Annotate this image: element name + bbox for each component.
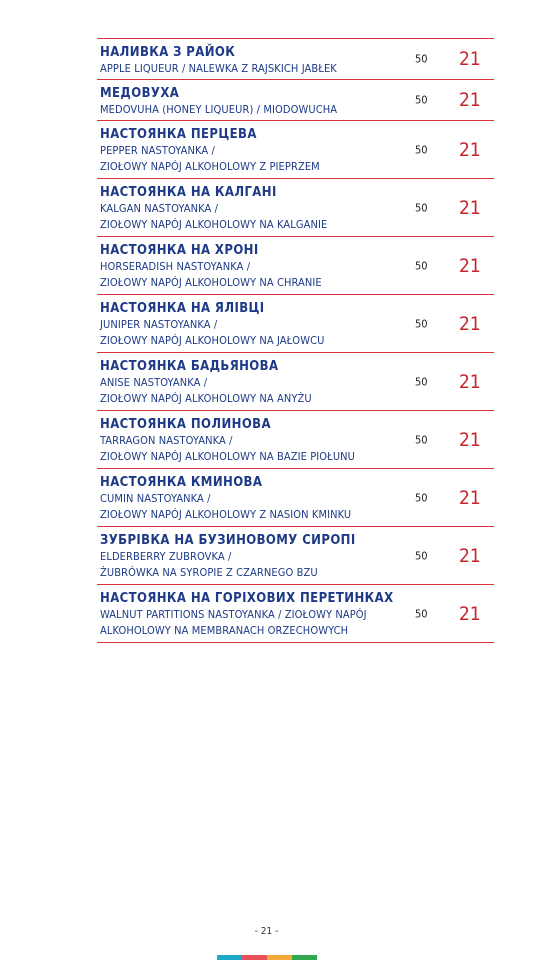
item-description: WALNUT PARTITIONS NASTOYANKA / ZIOŁOWY NAPÓJ xyxy=(100,608,367,621)
menu-item-text xyxy=(100,44,400,77)
menu-item xyxy=(97,80,494,121)
item-price: 21 xyxy=(459,486,481,509)
item-name: НАСТОЯНКА НА КАЛГАНІ xyxy=(100,185,277,200)
color-bar-segment xyxy=(217,955,242,960)
item-description: ELDERBERRY ZUBROVKA / xyxy=(100,550,232,563)
color-bar-segment xyxy=(292,955,317,960)
menu-item xyxy=(97,39,494,80)
item-price: 21 xyxy=(459,602,481,625)
item-description: ZIOŁOWY NAPÓJ ALKOHOLOWY Z PIEPRZEM xyxy=(100,160,320,173)
item-price: 21 xyxy=(459,196,481,219)
menu-item xyxy=(97,295,494,353)
item-volume: 50 xyxy=(415,143,428,156)
menu-item-text xyxy=(100,85,400,118)
item-volume: 50 xyxy=(415,93,428,107)
item-price: 21 xyxy=(459,312,481,335)
color-bar-segment xyxy=(267,955,292,960)
item-description: ALKOHOLOWY NA MEMBRANACH ORZECHOWYCH xyxy=(100,624,349,637)
menu-item xyxy=(97,527,494,585)
item-description: KALGAN NASTOYANKA / xyxy=(100,202,219,215)
item-description: ZIOŁOWY NAPÓJ ALKOHOLOWY NA JAŁOWCU xyxy=(100,334,325,347)
item-description: ZIOŁOWY NAPÓJ ALKOHOLOWY NA CHRANIE xyxy=(100,276,322,289)
item-price: 21 xyxy=(459,89,481,111)
menu-item-text xyxy=(100,416,400,465)
menu-item-text xyxy=(100,474,400,523)
item-price: 21 xyxy=(459,370,481,393)
menu-list xyxy=(97,38,494,643)
menu-item-text xyxy=(100,242,400,291)
menu-item xyxy=(97,237,494,295)
item-description: ZIOŁOWY NAPÓJ ALKOHOLOWY NA KALGANIE xyxy=(100,218,328,231)
menu-item-text xyxy=(100,184,400,233)
item-name: НАЛИВКА З РАЙОК xyxy=(100,45,236,60)
menu-item xyxy=(97,121,494,179)
item-description: APPLE LIQUEUR / NALEWKA Z RAJSKICH JABŁEK xyxy=(100,62,337,75)
page-number: - 21 - xyxy=(254,926,279,937)
item-name: ЗУБРІВКА НА БУЗИНОВОМУ СИРОПІ xyxy=(100,533,356,548)
menu-item-text xyxy=(100,532,400,581)
menu-item xyxy=(97,353,494,411)
item-volume: 50 xyxy=(415,549,428,562)
menu-item-text xyxy=(100,358,400,407)
item-description: JUNIPER NASTOYANKA / xyxy=(100,318,218,331)
item-description: ANISE NASTOYANKA / xyxy=(100,376,208,389)
menu-item-text xyxy=(100,300,400,349)
item-price: 21 xyxy=(459,428,481,451)
item-description: PEPPER NASTOYANKA / xyxy=(100,144,215,157)
item-description: CUMIN NASTOYANKA / xyxy=(100,492,211,505)
item-name: МЕДОВУХА xyxy=(100,86,180,101)
item-price: 21 xyxy=(459,254,481,277)
item-name: НАСТОЯНКА БАДЬЯНОВА xyxy=(100,359,279,374)
item-name: НАСТОЯНКА ПЕРЦЕВА xyxy=(100,127,257,142)
menu-item xyxy=(97,469,494,527)
item-volume: 50 xyxy=(415,491,428,504)
item-volume: 50 xyxy=(415,201,428,214)
item-description: ZIOŁOWY NAPÓJ ALKOHOLOWY NA BAZIE PIOŁUNU xyxy=(100,450,356,463)
item-description: ZIOŁOWY NAPÓJ ALKOHOLOWY NA ANYŻU xyxy=(100,392,312,405)
menu-item xyxy=(97,179,494,237)
item-description: HORSERADISH NASTOYANKA / xyxy=(100,260,251,273)
item-description: ŻUBRÓWKA NA SYROPIE Z CZARNEGO BZU xyxy=(100,566,318,579)
item-volume: 50 xyxy=(415,433,428,446)
item-name: НАСТОЯНКА НА ЯЛІВЦІ xyxy=(100,301,265,316)
item-name: НАСТОЯНКА КМИНОВА xyxy=(100,475,263,490)
menu-item-text xyxy=(100,126,400,175)
item-description: MEDOVUHA (HONEY LIQUEUR) / MIODOWUCHA xyxy=(100,103,338,116)
menu-item xyxy=(97,411,494,469)
item-description: ZIOŁOWY NAPÓJ ALKOHOLOWY Z NASION KMINKU xyxy=(100,508,352,521)
color-bar-segment xyxy=(242,955,267,960)
item-description: TARRAGON NASTOYANKA / xyxy=(100,434,233,447)
item-volume: 50 xyxy=(415,52,428,66)
item-name: НАСТОЯНКА НА ХРОНІ xyxy=(100,243,259,258)
menu-item-text xyxy=(100,590,400,639)
item-volume: 50 xyxy=(415,317,428,330)
item-price: 21 xyxy=(459,48,481,70)
menu-item xyxy=(97,585,494,643)
item-name: НАСТОЯНКА НА ГОРІХОВИХ ПЕРЕТИНКАХ xyxy=(100,591,394,606)
item-volume: 50 xyxy=(415,607,428,620)
item-name: НАСТОЯНКА ПОЛИНОВА xyxy=(100,417,271,432)
item-volume: 50 xyxy=(415,259,428,272)
color-bar xyxy=(217,955,317,960)
item-price: 21 xyxy=(459,138,481,161)
item-price: 21 xyxy=(459,544,481,567)
item-volume: 50 xyxy=(415,375,428,388)
